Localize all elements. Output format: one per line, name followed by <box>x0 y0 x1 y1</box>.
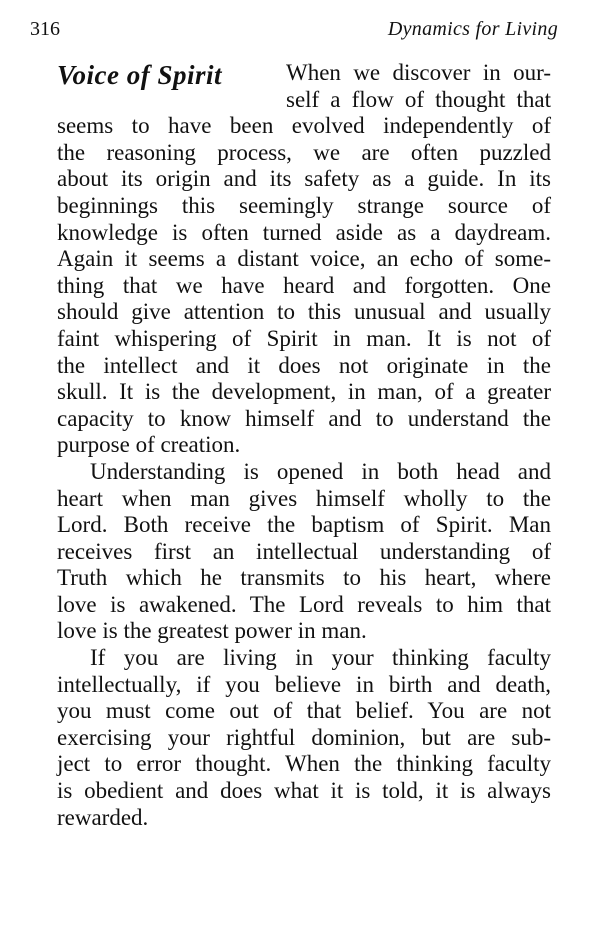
running-head <box>30 14 558 44</box>
text-line: Truth which he transmits to his heart, where <box>57 565 551 591</box>
text-line: intellectually, if you believe in birth and death, <box>57 671 551 697</box>
text-line: exercising your rightful dominion, but are sub- <box>57 724 551 750</box>
text-line: thing that we have heard and forgotten. One <box>57 272 551 298</box>
paragraph-2 <box>57 459 551 645</box>
text-line: Lord. Both receive the baptism of Spirit. Man <box>57 512 551 538</box>
text-line: the reasoning process, we are often puzzled <box>57 139 551 165</box>
text-line: rewarded. <box>57 804 149 830</box>
text-line: Again it seems a distant voice, an echo of some- <box>57 246 551 272</box>
text-line: ject to error thought. When the thinking faculty <box>57 751 551 777</box>
paragraph-1 <box>57 60 551 459</box>
page-number: 316 <box>30 18 60 40</box>
text-line: love is the greatest power in man. <box>57 618 367 644</box>
text-line: beginnings this seemingly strange source of <box>57 192 551 218</box>
text-line: If you are living in your thinking faculty <box>90 645 551 671</box>
text-line: faint whispering of Spirit in man. It is not of <box>57 325 551 351</box>
text-line: about its origin and its safety as a guide. In its <box>57 166 551 192</box>
text-line: knowledge is often turned aside as a daydream. <box>57 219 551 245</box>
running-title: Dynamics for Living <box>387 18 558 40</box>
text-line: receives first an intellectual understanding of <box>57 538 551 564</box>
text-line: When we discover in our- <box>286 60 551 85</box>
text-line: Understanding is opened in both head and <box>90 458 551 484</box>
text-line: skull. It is the development, in man, of a greater <box>57 379 551 405</box>
text-line: purpose of creation. <box>57 432 241 458</box>
text-line: seems to have been evolved independently of <box>57 113 551 139</box>
body-text <box>57 60 551 831</box>
text-line: is obedient and does what it is told, it is always <box>57 778 551 804</box>
text-line: love is awakened. The Lord reveals to him that <box>57 591 551 617</box>
text-line: should give attention to this unusual and usually <box>57 299 551 325</box>
paragraph-3 <box>57 645 551 831</box>
text-line: heart when man gives himself wholly to the <box>57 485 551 511</box>
section-heading: Voice of Spirit <box>57 60 223 90</box>
text-line: the intellect and it does not originate in the <box>57 352 551 378</box>
text-line: you must come out of that belief. You are not <box>57 698 551 724</box>
text-line: capacity to know himself and to understand the <box>57 405 551 431</box>
text-line: self a flow of thought that <box>286 86 551 112</box>
